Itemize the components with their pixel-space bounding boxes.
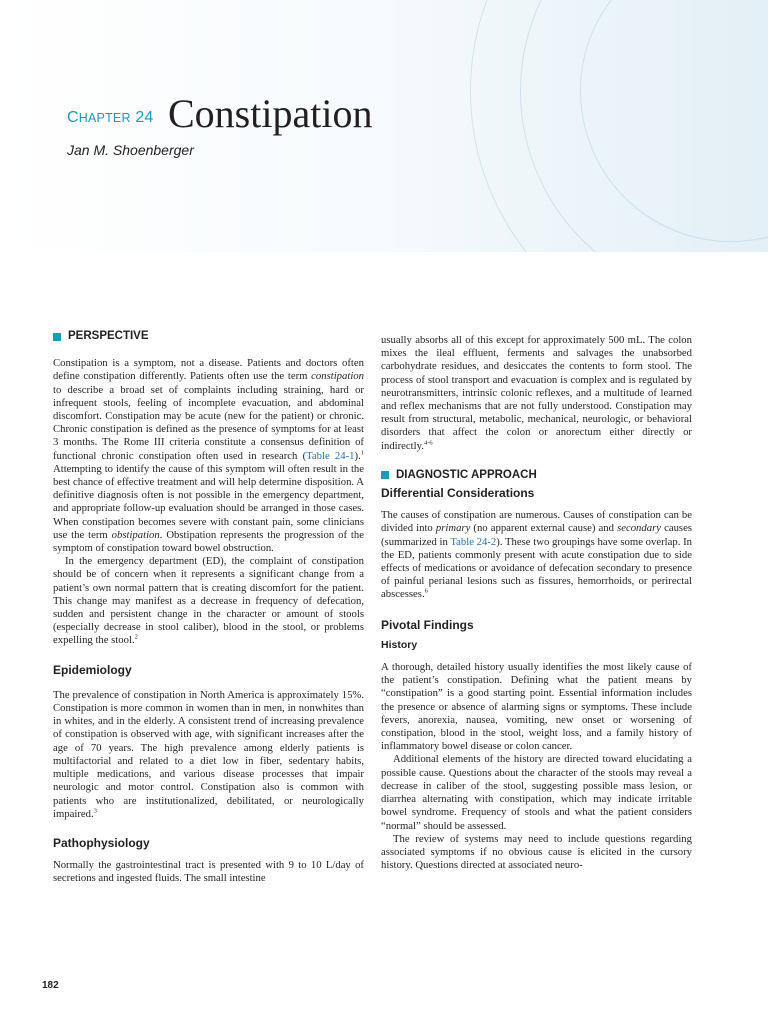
section-heading-diagnostic: DIAGNOSTIC APPROACH	[381, 469, 692, 482]
paragraph-perspective-1: Constipation is a symptom, not a disease. Patients and doctors often define constipation differently. Patients often use the term constipation to describe a broad set of complaints including straining, hard or infrequent stools, feeling of incomplete evacuation, and abdominal discomfort. Constipation may be acute (new for the patient) or chronic. Chronic constipation is defined as the presence of symptoms for at least 3 months. The Rome III criteria constitute a consensus definition of functional chronic constipation often used in research (Table 24-1).$^1$ Attempting to identify the cause of this symptom will often result in the best chance of effective treatment and will help determine disposition. A definitive diagnosis often is not possible in the emergency department, and appropriate follow-up evaluation should be arranged in those cases. When constipation becomes severe with constant pain, some clinicians use the term obstipation. Obstipation represents the progression of the symptom of constipation toward bowel obstruction.	[53, 357, 365, 555]
chapter-word: HAPTER	[78, 111, 131, 125]
paragraph-history-3: The review of systems may need to include questions regarding associated symptoms if no obvious cause is elicited in the cursory history. Questions directed at associated neuro-	[381, 832, 692, 872]
paragraph-perspective-2: In the emergency department (ED), the complaint of constipation should be of concern when it represents a significant change from a patient’s own normal pattern that is creating discomfort for the patient. This change may manifest as a decrease in frequency of defecation, sudden and persistent change in the character or amount of stools (especially decrease in stool caliber), blood in the stool, or problems expelling the stool.$^2$	[53, 555, 364, 647]
author-name: Jan M. Shoenberger	[67, 142, 194, 158]
subheading-history: History	[381, 638, 418, 651]
paragraph-history-2: Additional elements of the history are directed toward elucidating a possible cause. Questions about the character of the stools may reveal a decrease in caliber of the stool, suggesting possible mass lesion, or diarrhea alternating with constipation, which may indicate irritable bowel syndrome. Frequency of stools and what the patient considers “normal” should be assessed.	[381, 753, 692, 832]
section-square-icon	[381, 471, 389, 479]
page-number: 182	[42, 980, 59, 991]
subheading-differential: Differential Considerations	[381, 486, 535, 501]
chapter-initial: C	[67, 109, 79, 126]
chapter-number: 24	[135, 109, 154, 126]
paragraph-pathophysiology-cont: usually absorbs all of this except for approximately 500 mL. The colon mixes the ileal effluent, ferments and salvages the unabsorbed carbohydrate residues, and desiccates the contents to form stool. The process of stool transport and evacuation is complex and is regulated by neurotransmitters, intrinsic colonic reflexes, and a multitude of learned and reflex mechanisms that are not fully understood. Constipation may result from structural, metabolic, mechanical, neurologic, or behavioral disorders that affect the colon or anorectum either directly or indirectly.$^{4-6}$	[381, 334, 692, 452]
paragraph-history-1: A thorough, detailed history usually identifies the most likely cause of the patient’s constipation. Defining what the patient means by “constipation” is a good starting point. Essential information includes the presence or absence of alarming signs or symptoms. These include fevers, anorexia, nausea, vomiting, new onset or worsening of constipation, blood in the stool, weight loss, and a family history of inflammatory bowel disease or colon cancer.	[381, 661, 692, 753]
subheading-pivotal-findings: Pivotal Findings	[381, 617, 474, 632]
section-heading-perspective: PERSPECTIVE	[53, 330, 364, 343]
chapter-label	[67, 109, 154, 127]
right-column	[381, 334, 692, 872]
subheading-epidemiology: Epidemiology	[53, 662, 132, 677]
table-ref-24-2[interactable]: Table 24-2	[450, 535, 497, 548]
chapter-title: Constipation	[168, 91, 373, 136]
paragraph-pathophysiology-start: Normally the gastrointestinal tract is presented with 9 to 10 L/day of secretions and ingested fluids. The small intestine	[53, 859, 364, 885]
subheading-pathophysiology: Pathophysiology	[53, 835, 150, 850]
table-ref-24-1[interactable]: Table 24-1	[306, 449, 355, 462]
paragraph-differential: The causes of constipation are numerous. Causes of constipation can be divided into primary (no apparent external cause) and secondary causes (summarized in Table 24-2). These two groupings have some overlap. In the ED, patients commonly present with acute constipation due to side effects of medications or avoidance of defecation secondary to presence of painful perianal lesions such as fissures, hemorrhoids, or perirectal abscesses.$^6$	[381, 509, 693, 601]
paragraph-epidemiology: The prevalence of constipation in North America is approximately 15%. Constipation is more common in women than in men, in nonwhites than in whites, and in the elderly. A consistent trend of increasing prevalence of constipation is observed with age, with significant increases after the age of 70 years. The high prevalence among elderly patients is multifactorial and related to a diet low in fiber, sedentary habits, multiple medications, and various disease processes that impair neurologic and motor control. Constipation also is common with patients who are institutionalized, debilitated, or neurologically impaired.$^3$	[53, 688, 364, 820]
left-column	[53, 330, 364, 886]
section-square-icon	[53, 333, 61, 341]
